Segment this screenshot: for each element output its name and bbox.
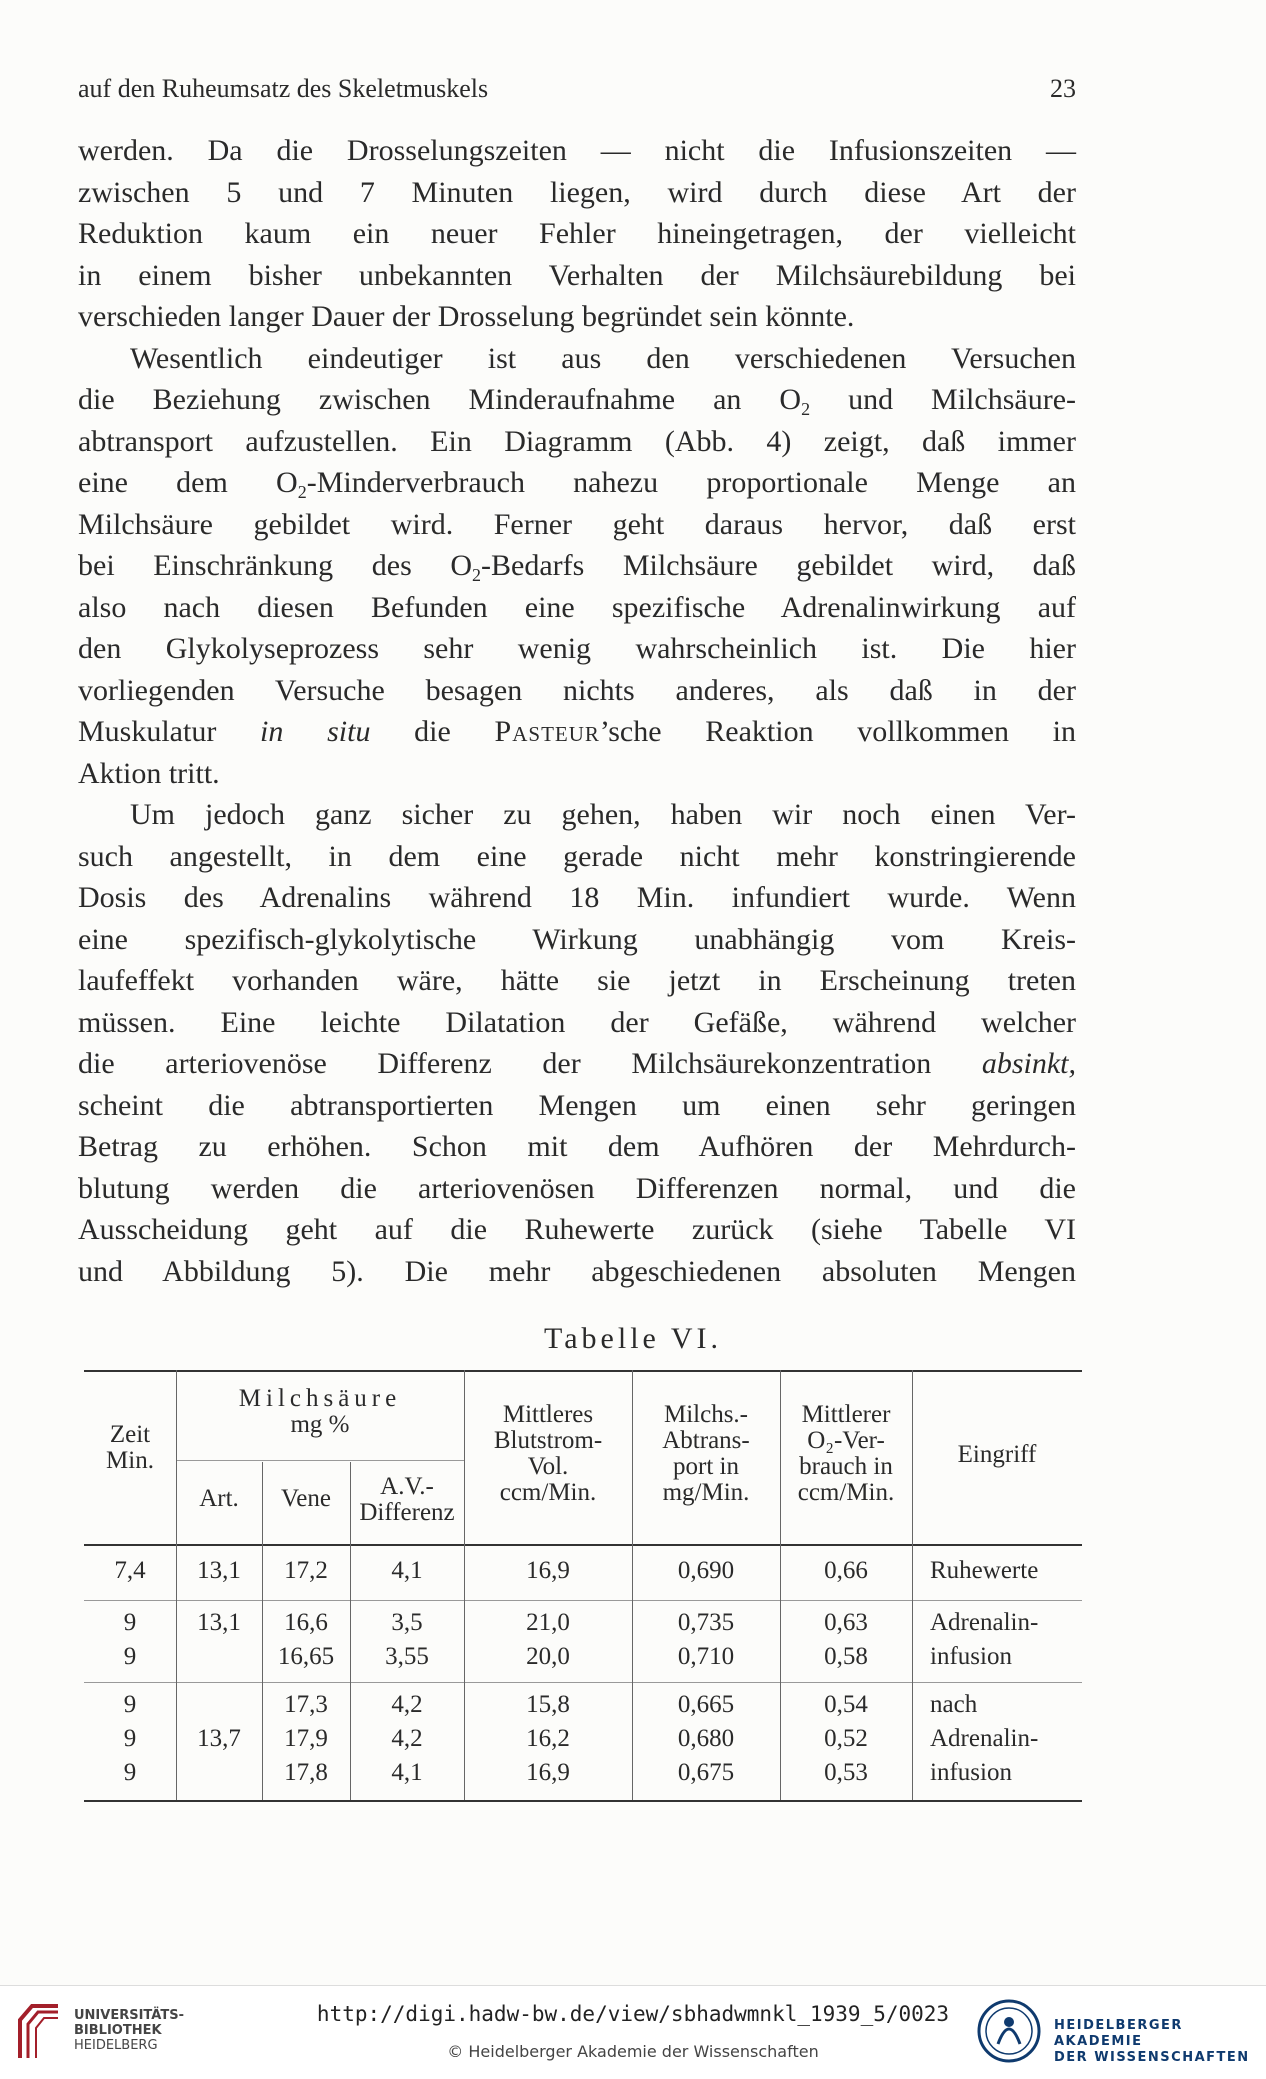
cell-zeit: 9	[123, 1759, 137, 1786]
group-rule	[84, 1682, 1082, 1683]
cell-o2: 0,52	[824, 1725, 868, 1752]
cell-zeit: 9	[123, 1691, 137, 1718]
cell-av: 3,55	[385, 1643, 429, 1670]
text-line: Reduktion kaum ein neuer Fehler hineingetragen, der vielleicht	[78, 217, 1076, 250]
cell-av: 4,1	[391, 1557, 423, 1584]
cell-zeit: 9	[123, 1725, 137, 1752]
cell-blutstrom: 21,0	[526, 1609, 570, 1636]
cell-blutstrom: 16,9	[526, 1759, 570, 1786]
text-line: werden. Da die Drosselungszeiten — nicht die Infusionszeiten —	[78, 134, 1076, 167]
cell-o2: 0,58	[824, 1643, 868, 1670]
cell-abtransport: 0,680	[677, 1725, 735, 1752]
body-text	[78, 130, 1076, 1292]
text-line: Wesentlich eindeutiger ist aus den verschiedenen Versuchen	[130, 341, 1076, 375]
text-line: abtransport aufzustellen. Ein Diagramm (Abb. 4) zeigt, daß immer	[78, 424, 1076, 458]
cell-art: 13,7	[197, 1725, 241, 1752]
cell-o2: 0,63	[824, 1609, 868, 1636]
cell-eingriff: Adrenalin-	[930, 1609, 1039, 1636]
cell-abtransport: 0,710	[677, 1643, 735, 1670]
cell-vene: 16,6	[284, 1609, 328, 1636]
text-line: zwischen 5 und 7 Minuten liegen, wird durch diese Art der	[78, 175, 1076, 209]
viewer-footer	[0, 1985, 1266, 2079]
header-blutstrom: Mittleres Blutstrom- Vol. ccm/Min.	[493, 1401, 603, 1506]
cell-blutstrom: 16,9	[526, 1557, 570, 1584]
text-line: die Beziehung zwischen Minderaufnahme an $O_2$ und Milchsäure-	[78, 383, 1076, 419]
text-line: den Glykolyseprozess sehr wenig wahrscheinlich ist. Die hier	[78, 632, 1076, 665]
copyright-notice: © Heidelberger Akademie der Wissenschaften	[447, 2042, 819, 2061]
cell-o2: 0,53	[824, 1759, 868, 1786]
header-av-differenz: A.V.- Differenz	[359, 1473, 455, 1526]
text-line: Milchsäure gebildet wird. Ferner geht daraus hervor, daß erst	[78, 507, 1076, 541]
cell-blutstrom: 16,2	[526, 1725, 570, 1752]
cell-av: 4,2	[391, 1725, 423, 1752]
header-eingriff: Eingriff	[957, 1441, 1037, 1468]
header-vene: Vene	[281, 1485, 331, 1512]
text-line: blutung werden die arteriovenösen Differenzen normal, und die	[78, 1171, 1076, 1205]
text-line: Dosis des Adrenalins während 18 Min. infundiert wurde. Wenn	[78, 881, 1076, 914]
text-line: laufeffekt vorhanden wäre, hätte sie jetzt in Erscheinung treten	[78, 964, 1076, 997]
text-line: Ausscheidung geht auf die Ruhewerte zurück (siehe Tabelle VI	[78, 1213, 1076, 1246]
university-library-logo-text: UNIVERSITÄTS- BIBLIOTHEK HEIDELBERG	[74, 2008, 184, 2053]
cell-vene: 17,2	[284, 1557, 328, 1584]
cell-av: 3,5	[391, 1609, 423, 1636]
text-line: verschieden langer Dauer der Drosselung begründet sein könnte.	[78, 300, 855, 333]
text-line: Muskulatur in situ die Pasteur’sche Reaktion vollkommen in	[78, 715, 1076, 748]
cell-art: 13,1	[197, 1557, 241, 1584]
cell-vene: 16,65	[277, 1643, 335, 1670]
cell-eingriff: Adrenalin-	[930, 1725, 1039, 1752]
table-header-rule	[84, 1544, 1082, 1546]
cell-zeit: 9	[123, 1643, 137, 1670]
permalink[interactable]: http://digi.hadw-bw.de/view/sbhadwmnkl_1939_5/0023	[316, 2002, 950, 2026]
subheader-rule	[176, 1460, 464, 1461]
cell-abtransport: 0,665	[677, 1691, 735, 1718]
header-art: Art.	[199, 1485, 239, 1512]
cell-eingriff: nach	[930, 1691, 978, 1718]
table-bottom-rule	[84, 1800, 1082, 1802]
header-milchsaeure: Milchsäure mg %	[238, 1385, 402, 1438]
text-line: und Abbildung 5). Die mehr abgeschiedenen absoluten Mengen	[78, 1254, 1076, 1288]
cell-eingriff: infusion	[930, 1759, 1012, 1786]
academy-seal-icon	[976, 1996, 1042, 2066]
cell-av: 4,2	[391, 1691, 423, 1718]
text-line: Um jedoch ganz sicher zu gehen, haben wir noch einen Ver-	[130, 798, 1076, 831]
cell-abtransport: 0,690	[677, 1557, 735, 1584]
cell-art: 13,1	[197, 1609, 241, 1636]
text-line: die arteriovenöse Differenz der Milchsäurekonzentration absinkt,	[78, 1047, 1076, 1080]
cell-o2: 0,54	[824, 1691, 868, 1718]
table-title: Tabelle VI.	[544, 1322, 722, 1355]
cell-eingriff: Ruhewerte	[930, 1557, 1039, 1584]
header-o2-verbrauch: Mittlerer O₂-Ver- brauch in ccm/Min.	[797, 1401, 895, 1506]
group-rule	[84, 1600, 1082, 1601]
text-line: müssen. Eine leichte Dilatation der Gefäße, während welcher	[78, 1005, 1076, 1039]
text-line: Aktion tritt.	[78, 756, 220, 790]
column-rule	[912, 1370, 913, 1800]
page-number: 23	[1050, 74, 1076, 103]
text-line: Betrag zu erhöhen. Schon mit dem Aufhören der Mehrdurch-	[78, 1130, 1076, 1163]
text-line: bei Einschränkung des $O_2$-Bedarfs Milchsäure gebildet wird, daß	[78, 549, 1076, 585]
academy-logo-text: HEIDELBERGER AKADEMIE DER WISSENSCHAFTEN	[1054, 2018, 1250, 2065]
text-line: vorliegenden Versuche besagen nichts anderes, als daß in der	[78, 673, 1076, 707]
cell-abtransport: 0,735	[677, 1609, 735, 1636]
text-line: in einem bisher unbekannten Verhalten der Milchsäurebildung bei	[78, 258, 1076, 292]
cell-vene: 17,8	[284, 1759, 328, 1786]
cell-zeit: 9	[123, 1609, 137, 1636]
cell-eingriff: infusion	[930, 1643, 1012, 1670]
cell-blutstrom: 20,0	[526, 1643, 570, 1670]
header-abtransport: Milchs.- Abtrans- port in mg/Min.	[662, 1401, 750, 1506]
running-head	[78, 74, 1076, 114]
cell-av: 4,1	[391, 1759, 423, 1786]
table-top-rule	[84, 1370, 1082, 1372]
text-line: eine spezifisch-glykolytische Wirkung unabhängig vom Kreis-	[78, 922, 1076, 956]
cell-vene: 17,3	[284, 1691, 328, 1718]
text-line: scheint die abtransportierten Mengen um einen sehr geringen	[78, 1088, 1076, 1122]
cell-o2: 0,66	[824, 1557, 868, 1584]
text-line: also nach diesen Befunden eine spezifische Adrenalinwirkung auf	[78, 590, 1076, 624]
cell-vene: 17,9	[284, 1725, 328, 1752]
cell-zeit: 7,4	[114, 1557, 146, 1584]
cell-abtransport: 0,675	[677, 1759, 735, 1786]
cell-blutstrom: 15,8	[526, 1691, 570, 1718]
text-line: eine dem $O_2$-Minderverbrauch nahezu proportionale Menge an	[78, 466, 1076, 502]
header-zeit: Zeit Min.	[106, 1421, 154, 1474]
running-head-title: auf den Ruheumsatz des Skeletmuskels	[78, 74, 489, 103]
text-line: such angestellt, in dem eine gerade nicht mehr konstringierende	[78, 839, 1076, 873]
